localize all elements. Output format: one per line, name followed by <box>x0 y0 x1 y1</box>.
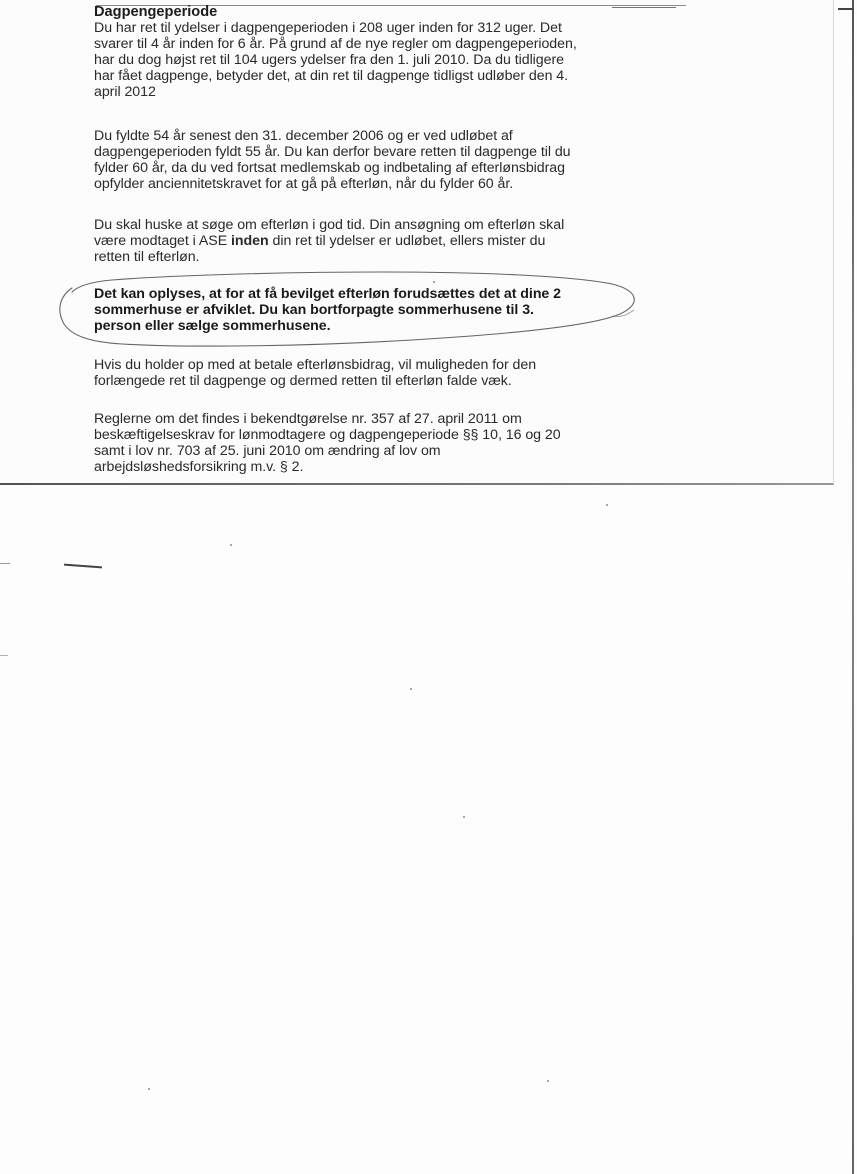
paragraph-summer-houses-notice: Det kan oplyses, at for at få bevilget efterløn forudsættes det at dine 2 sommerhuse er afviklet. Du kan bortforpagte sommerhusene til 3. person eller sælge sommerhusene. <box>94 286 562 334</box>
scan-speck <box>410 688 412 690</box>
reminder-text-end: din ret til ydelser er udløbet, ellers mister du retten til efterløn. <box>94 233 546 265</box>
paragraph-contribution-stop: Hvis du holder op med at betale efterlønsbidrag, vil muligheden for den forlængede ret til dagpenge og dermed retten til efterløn falde væk. <box>94 357 537 389</box>
paper-bottom-edge <box>0 483 834 485</box>
page-corner-mark <box>838 8 854 10</box>
paragraph-age-requirement: Du fyldte 54 år senest den 31. december 2006 og er ved udløbet af dagpengeperioden fyldt 55 år. Du kan derfor bevare retten til dagpenge til du fylder 60 år, da du ved fortsat medlemskab og indbetaling af efterlønsbidrag opfylder anciennitetskravet for at gå på efterløn, når du fylder 60 år. <box>94 128 571 192</box>
pen-dash-mark <box>64 564 102 569</box>
paragraph-dagpengeperiode: Du har ret til ydelser i dagpengeperioden i 208 uger inden for 312 uger. Det svarer til 4 år inden for 6 år. På grund af de nye regler om dagpengeperioden, har du dog højst ret til 104 ugers ydelser fra den 1. juli 2010. Da du tidligere har fået dagpenge, betyder det, at din ret til dagpenge tidligst udløber den 4. april 2012 <box>94 20 577 100</box>
section-heading: Dagpengeperiode <box>94 4 218 20</box>
paper-right-edge <box>833 0 834 484</box>
scan-speck <box>463 816 465 818</box>
letter-body <box>94 4 654 475</box>
hand-drawn-circle <box>52 266 642 350</box>
paragraph-application-reminder <box>94 217 654 265</box>
left-edge-mark <box>0 563 10 564</box>
scan-speck <box>606 504 608 506</box>
reminder-text-start: Du skal huske at søge om efterløn i god tid. Din ansøgning om efterløn skal være modtaget i ASE <box>94 217 565 249</box>
scan-speck <box>230 544 232 546</box>
page-right-edge <box>852 0 854 1174</box>
scan-speck <box>148 1088 150 1090</box>
reminder-emphasis: inden <box>231 233 269 249</box>
scan-speck <box>547 1080 549 1082</box>
paragraph-legal-references: Reglerne om det findes i bekendtgørelse nr. 357 af 27. april 2011 om beskæftigelseskrav for lønmodtagere og dagpengeperiode §§ 10, 16 og 20 samt i lov nr. 703 af 25. juni 2010 om ændring af lov om arbejdsløshedsforsikring m.v. § 2. <box>94 411 561 475</box>
left-edge-mark <box>0 655 8 656</box>
